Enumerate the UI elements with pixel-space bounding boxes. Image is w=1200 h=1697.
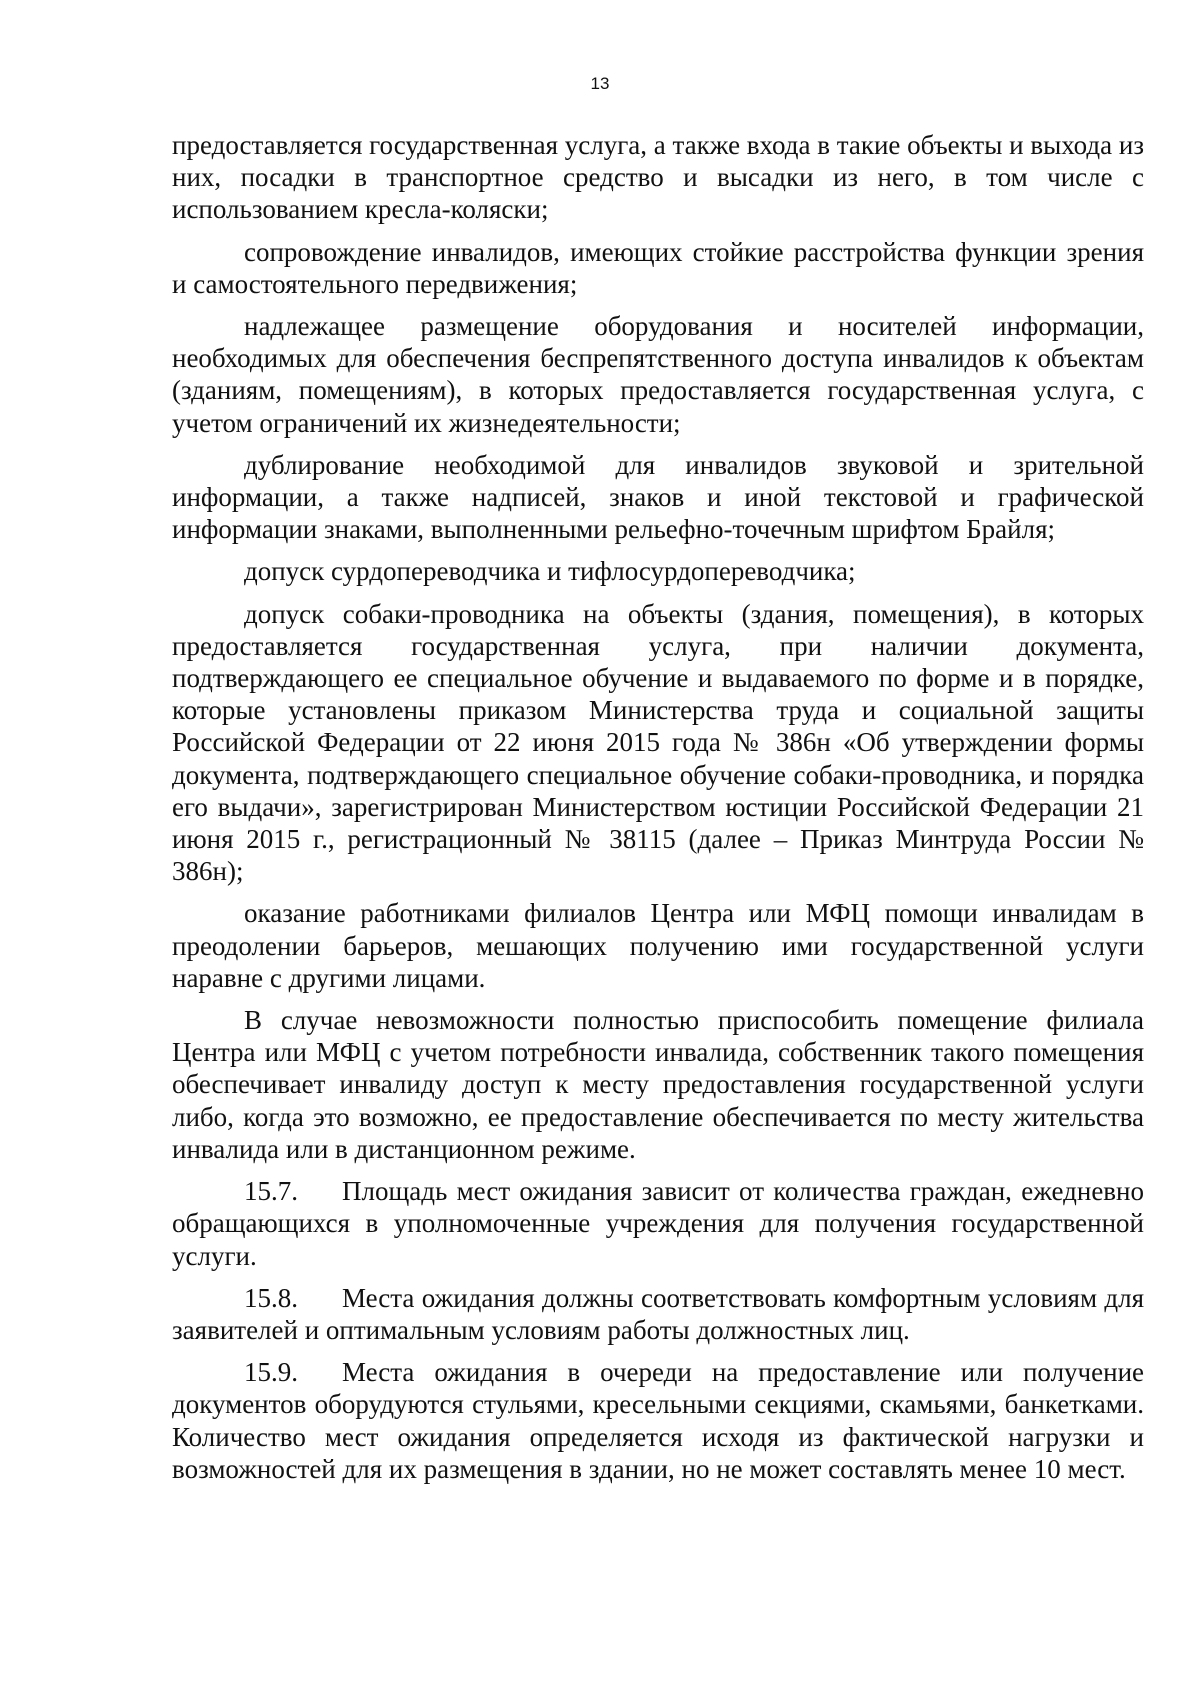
document-body	[172, 129, 1144, 1495]
clause-text: Площадь мест ожидания зависит от количества граждан, ежедневно обращающихся в уполномоченные учреждения для получения государственной услуги.	[172, 1176, 1144, 1271]
paragraph: сопровождение инвалидов, имеющих стойкие расстройства функции зрения и самостоятельного передвижения;	[172, 236, 1144, 299]
page-number: 13	[590, 74, 610, 93]
clause-number: 15.9.	[244, 1357, 298, 1388]
numbered-paragraph	[172, 1282, 1144, 1346]
paragraph: допуск сурдопереводчика и тифлосурдопереводчика;	[244, 556, 856, 587]
paragraph: В случае невозможности полностью приспособить помещение филиала Центра или МФЦ с учетом потребности инвалида, собственник такого помещения обеспечивает инвалиду доступ к месту предоставления государственной услуги либо, когда это возможно, ее предоставление обеспечивается по месту жительства инвалида или в дистанционном режиме.	[172, 1005, 1144, 1164]
paragraph: предоставляется государственная услуга, а также входа в такие объекты и выхода из них, посадки в транспортное средство и высадки из него, в том числе с использованием кресла-коляски;	[172, 130, 1144, 225]
clause-number: 15.8.	[244, 1282, 298, 1313]
paragraph: оказание работниками филиалов Центра или МФЦ помощи инвалидам в преодолении барьеров, мешающих получению ими государственной услуги наравне с другими лицами.	[172, 898, 1144, 993]
paragraph: надлежащее размещение оборудования и носителей информации, необходимых для обеспечения беспрепятственного доступа инвалидов к объектам (зданиям, помещениям), в которых предоставляется государственная услуга, с учетом ограничений их жизнедеятельности;	[172, 311, 1144, 438]
clause-text: Места ожидания должны соответствовать комфортным условиям для заявителей и оптимальным условиям работы должностных лиц.	[172, 1282, 1144, 1345]
numbered-paragraph	[172, 1356, 1144, 1485]
paragraph: допуск собаки-проводника на объекты (здания, помещения), в которых предоставляется государственная услуга, при наличии документа, подтверждающего ее специальное обучение и выдаваемого по форме и в порядке, которые установлены приказом Министерства труда и социальной защиты Российской Федерации от 22 июня 2015 года № 386н «Об утверждении формы документа, подтверждающего специальное обучение собаки-проводника, и порядка его выдачи», зарегистрирован Министерством юстиции Российской Федерации 21 июня 2015 г., регистрационный № 38115 (далее – Приказ Минтруда России № 386н);	[172, 598, 1144, 887]
clause-number: 15.7.	[244, 1176, 298, 1207]
paragraph: дублирование необходимой для инвалидов звуковой и зрительной информации, а также надписей, знаков и иной текстовой и графической информации знаками, выполненными рельефно-точечным шрифтом Брайля;	[172, 449, 1144, 545]
numbered-paragraph	[172, 1175, 1144, 1272]
clause-text: Места ожидания в очереди на предоставление или получение документов оборудуются стульями, кресельными секциями, скамьями, банкетками. Количество мест ожидания определяется исходя из фактической нагрузки и возможностей для их размещения в здании, но не может составлять менее 10 мест.	[172, 1357, 1144, 1484]
